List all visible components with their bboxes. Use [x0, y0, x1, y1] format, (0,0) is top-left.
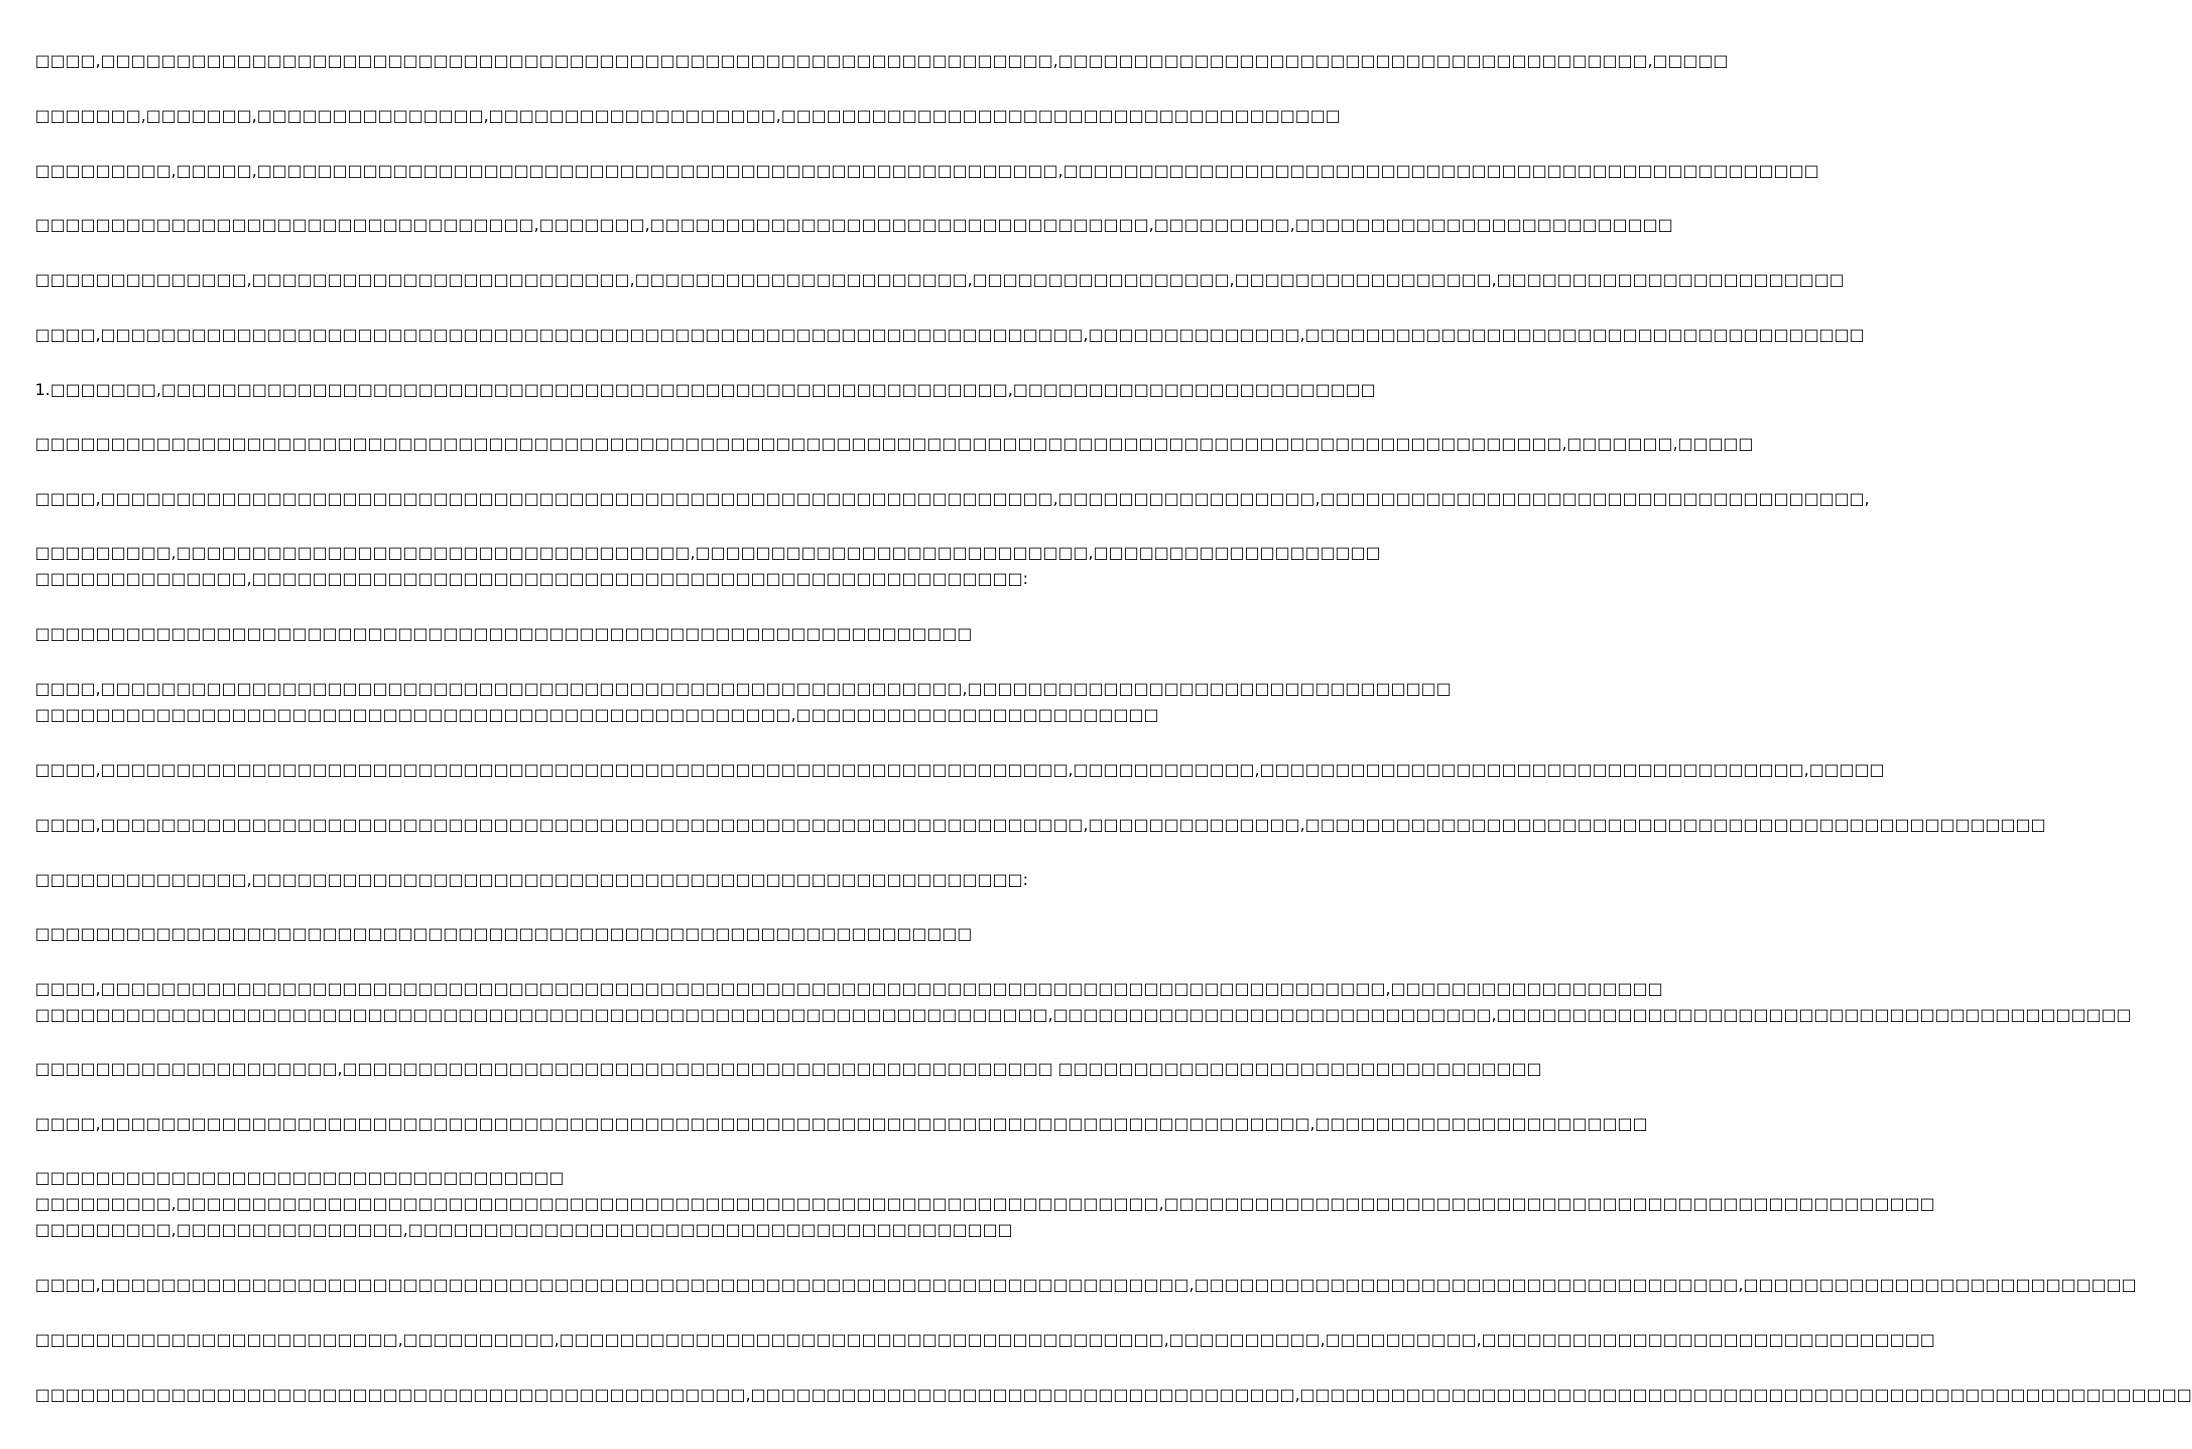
paragraph-15: □□□□□□□□□□□□□□,□□□□□□□□□□□□□□□□□□□□□□□□□□□□□□□□□□□□□□□□□□□□□□□□□□□:	[35, 870, 1029, 889]
paragraph-3: □□□□□□□□□,□□□□□,□□□□□□□□□□□□□□□□□□□□□□□□□□□□□□□□□□□□□□□□□□□□□□□□□□□□□,□□□□□□□□□□□□□□□□□□□□□□□□□□□□□□□□□□□□□□□□□□□□□□□□□□	[35, 161, 1819, 180]
paragraph-13: □□□□,□□□□□□□□□□□□□□□□□□□□□□□□□□□□□□□□□□□□□□□□□□□□□□□□□□□□□□□□□□□□□□□□,□□□□□□□□□□□□,□□□□□□□□□□□□□□□□□□□□□□□□□□□□□□□□□□□□,□□□□□	[35, 760, 1885, 779]
paragraph-6: □□□□,□□□□□□□□□□□□□□□□□□□□□□□□□□□□□□□□□□□□□□□□□□□□□□□□□□□□□□□□□□□□□□□□□,□□□□□□□□□□□□□□,□□□□□□□□□□□□□□□□□□□□□□□□□□□□□□□□□□□□□	[35, 325, 1865, 344]
paragraph-11: □□□□□□□□□□□□□□□□□□□□□□□□□□□□□□□□□□□□□□□□□□□□□□□□□□□□□□□□□□□□□□	[35, 624, 973, 643]
paragraph-14: □□□□,□□□□□□□□□□□□□□□□□□□□□□□□□□□□□□□□□□□□□□□□□□□□□□□□□□□□□□□□□□□□□□□□□,□□□□□□□□□□□□□□,□□□□□□□□□□□□□□□□□□□□□□□□□□□□□□□□□□□□□□□□□□□□□□□□□	[35, 815, 2046, 834]
paragraph-7: 1.□□□□□□□,□□□□□□□□□□□□□□□□□□□□□□□□□□□□□□□□□□□□□□□□□□□□□□□□□□□□□□□□,□□□□□□□□□□□□□□□□□□□□□□□□	[35, 380, 1376, 399]
paragraph-20: □□□□□□□□□□□□□□□□□□□□□□□□□□□□□□□□□□□ □□□□□□□□□,□□□□□□□□□□□□□□□□□□□□□□□□□□□□□□□□□□□□□□□□□□□□□□□□□□□□□□□□□□□□□□□□□,□□□□□□□□□□□□□□□□□□□□□□□□□□□□□□□□□□□□□□□□□□□□□□□□□□□ □□□□□□□□□,□□□□□□□□□□□□□□□,□□□□□□□□□□□□□□□□□□□□□□□□□□□□□□□□□□□□□□□□	[35, 1168, 1935, 1239]
paragraph-23: □□□□□□□□□□□□□□□□□□□□□□□□□□□□□□□□□□□□□□□□□□□□□□□,□□□□□□□□□□□□□□□□□□□□□□□□□□□□□□□□□□□□,□□□□□□□□□□□□□□□□□□□□□□□□□□□□□□□□□□□□□□□□□□□□□□□□□□□□□□□□□□□	[35, 1385, 2192, 1404]
paragraph-2: □□□□□□□,□□□□□□□,□□□□□□□□□□□□□□□,□□□□□□□□□□□□□□□□□□□,□□□□□□□□□□□□□□□□□□□□□□□□□□□□□□□□□□□□□	[35, 106, 1341, 125]
paragraph-18: □□□□□□□□□□□□□□□□□□□□,□□□□□□□□□□□□□□□□□□□□□□□□□□□□□□□□□□□□□□□□□□□□□□□ □□□□□□□□□□□□□□□□□□□□□□□□□□□□□□□□	[35, 1059, 1542, 1078]
paragraph-1: □□□□,□□□□□□□□□□□□□□□□□□□□□□□□□□□□□□□□□□□□□□□□□□□□□□□□□□□□□□□□□□□□□□□,□□□□□□□□□□□□□□□□□□□□□□□□□□□□□□□□□□□□□□□,□□□□□	[35, 51, 1729, 70]
paragraph-12: □□□□,□□□□□□□□□□□□□□□□□□□□□□□□□□□□□□□□□□□□□□□□□□□□□□□□□□□□□□□□□,□□□□□□□□□□□□□□□□□□□□□□□□□□□□□□□□ □□□□□□□□□□□□□□□□□□□□□□□□□□□□□□□□□□□□□□□□□□□□□□□□□□,□□□□□□□□□□□□□□□□□□□□□□□□	[35, 679, 1452, 724]
paragraph-5: □□□□□□□□□□□□□□,□□□□□□□□□□□□□□□□□□□□□□□□□,□□□□□□□□□□□□□□□□□□□□□□,□□□□□□□□□□□□□□□□□,□□□□□□□□□□□□□□□□□,□□□□□□□□□□□□□□□□□□□□□□□	[35, 270, 1845, 289]
paragraph-17: □□□□,□□□□□□□□□□□□□□□□□□□□□□□□□□□□□□□□□□□□□□□□□□□□□□□□□□□□□□□□□□□□□□□□□□□□□□□□□□□□□□□□□□□□□,□□□□□□□□□□□□□□□□□□ □□□□□□□□□□□□□□□□□□□□□□□□□□□□□□□□□□□□□□□□□□□□□□□□□□□□□□□□□□□□□□□□□□□,□□□□□□□□□□□□□□□□□□□□□□□□□□□□□,□□□□□□□□□□□□□□□□□□□□□□□□□□□□□□□□□□□□□□□□□□	[35, 979, 2132, 1024]
paragraph-4: □□□□□□□□□□□□□□□□□□□□□□□□□□□□□□□□□,□□□□□□□,□□□□□□□□□□□□□□□□□□□□□□□□□□□□□□□□□,□□□□□□□□□,□□□□□□□□□□□□□□□□□□□□□□□□□	[35, 215, 1673, 234]
paragraph-21: □□□□,□□□□□□□□□□□□□□□□□□□□□□□□□□□□□□□□□□□□□□□□□□□□□□□□□□□□□□□□□□□□□□□□□□□□□□□□,□□□□□□□□□□□□□□□□□□□□□□□□□□□□□□□□□□□□,□□□□□□□□□□□□□□□□□□□□□□□□□□	[35, 1275, 2137, 1294]
paragraph-10: □□□□□□□□□,□□□□□□□□□□□□□□□□□□□□□□□□□□□□□□□□□□,□□□□□□□□□□□□□□□□□□□□□□□□□□,□□□□□□□□□□□□□□□□□□□ □□□□□□□□□□□□□□,□□□□□□□□□□□□□□□□□□□□□□□□□□□□□□□□□□□□□□□□□□□□□□□□□□□:	[35, 543, 1381, 588]
paragraph-9: □□□□,□□□□□□□□□□□□□□□□□□□□□□□□□□□□□□□□□□□□□□□□□□□□□□□□□□□□□□□□□□□□□□□,□□□□□□□□□□□□□□□□□,□□□□□□□□□□□□□□□□□□□□□□□□□□□□□□□□□□□□,	[35, 489, 1870, 508]
paragraph-19: □□□□,□□□□□□□□□□□□□□□□□□□□□□□□□□□□□□□□□□□□□□□□□□□□□□□□□□□□□□□□□□□□□□□□□□□□□□□□□□□□□□□□,□□□□□□□□□□□□□□□□□□□□□□	[35, 1114, 1648, 1133]
paragraph-8: □□□□□□□□□□□□□□□□□□□□□□□□□□□□□□□□□□□□□□□□□□□□□□□□□□□□□□□□□□□□□□□□□□□□□□□□□□□□□□□□□□□□□□□□□□□□□□□□□□□□□,□□□□□□□,□□□□□	[35, 434, 1754, 453]
paragraph-16: □□□□□□□□□□□□□□□□□□□□□□□□□□□□□□□□□□□□□□□□□□□□□□□□□□□□□□□□□□□□□□	[35, 924, 973, 943]
paragraph-22: □□□□□□□□□□□□□□□□□□□□□□□□,□□□□□□□□□□,□□□□□□□□□□□□□□□□□□□□□□□□□□□□□□□□□□□□□□□□,□□□□□□□□□□,□□□□□□□□□□,□□□□□□□□□□□□□□□□□□□□□□□□□□□□□□	[35, 1330, 1935, 1349]
